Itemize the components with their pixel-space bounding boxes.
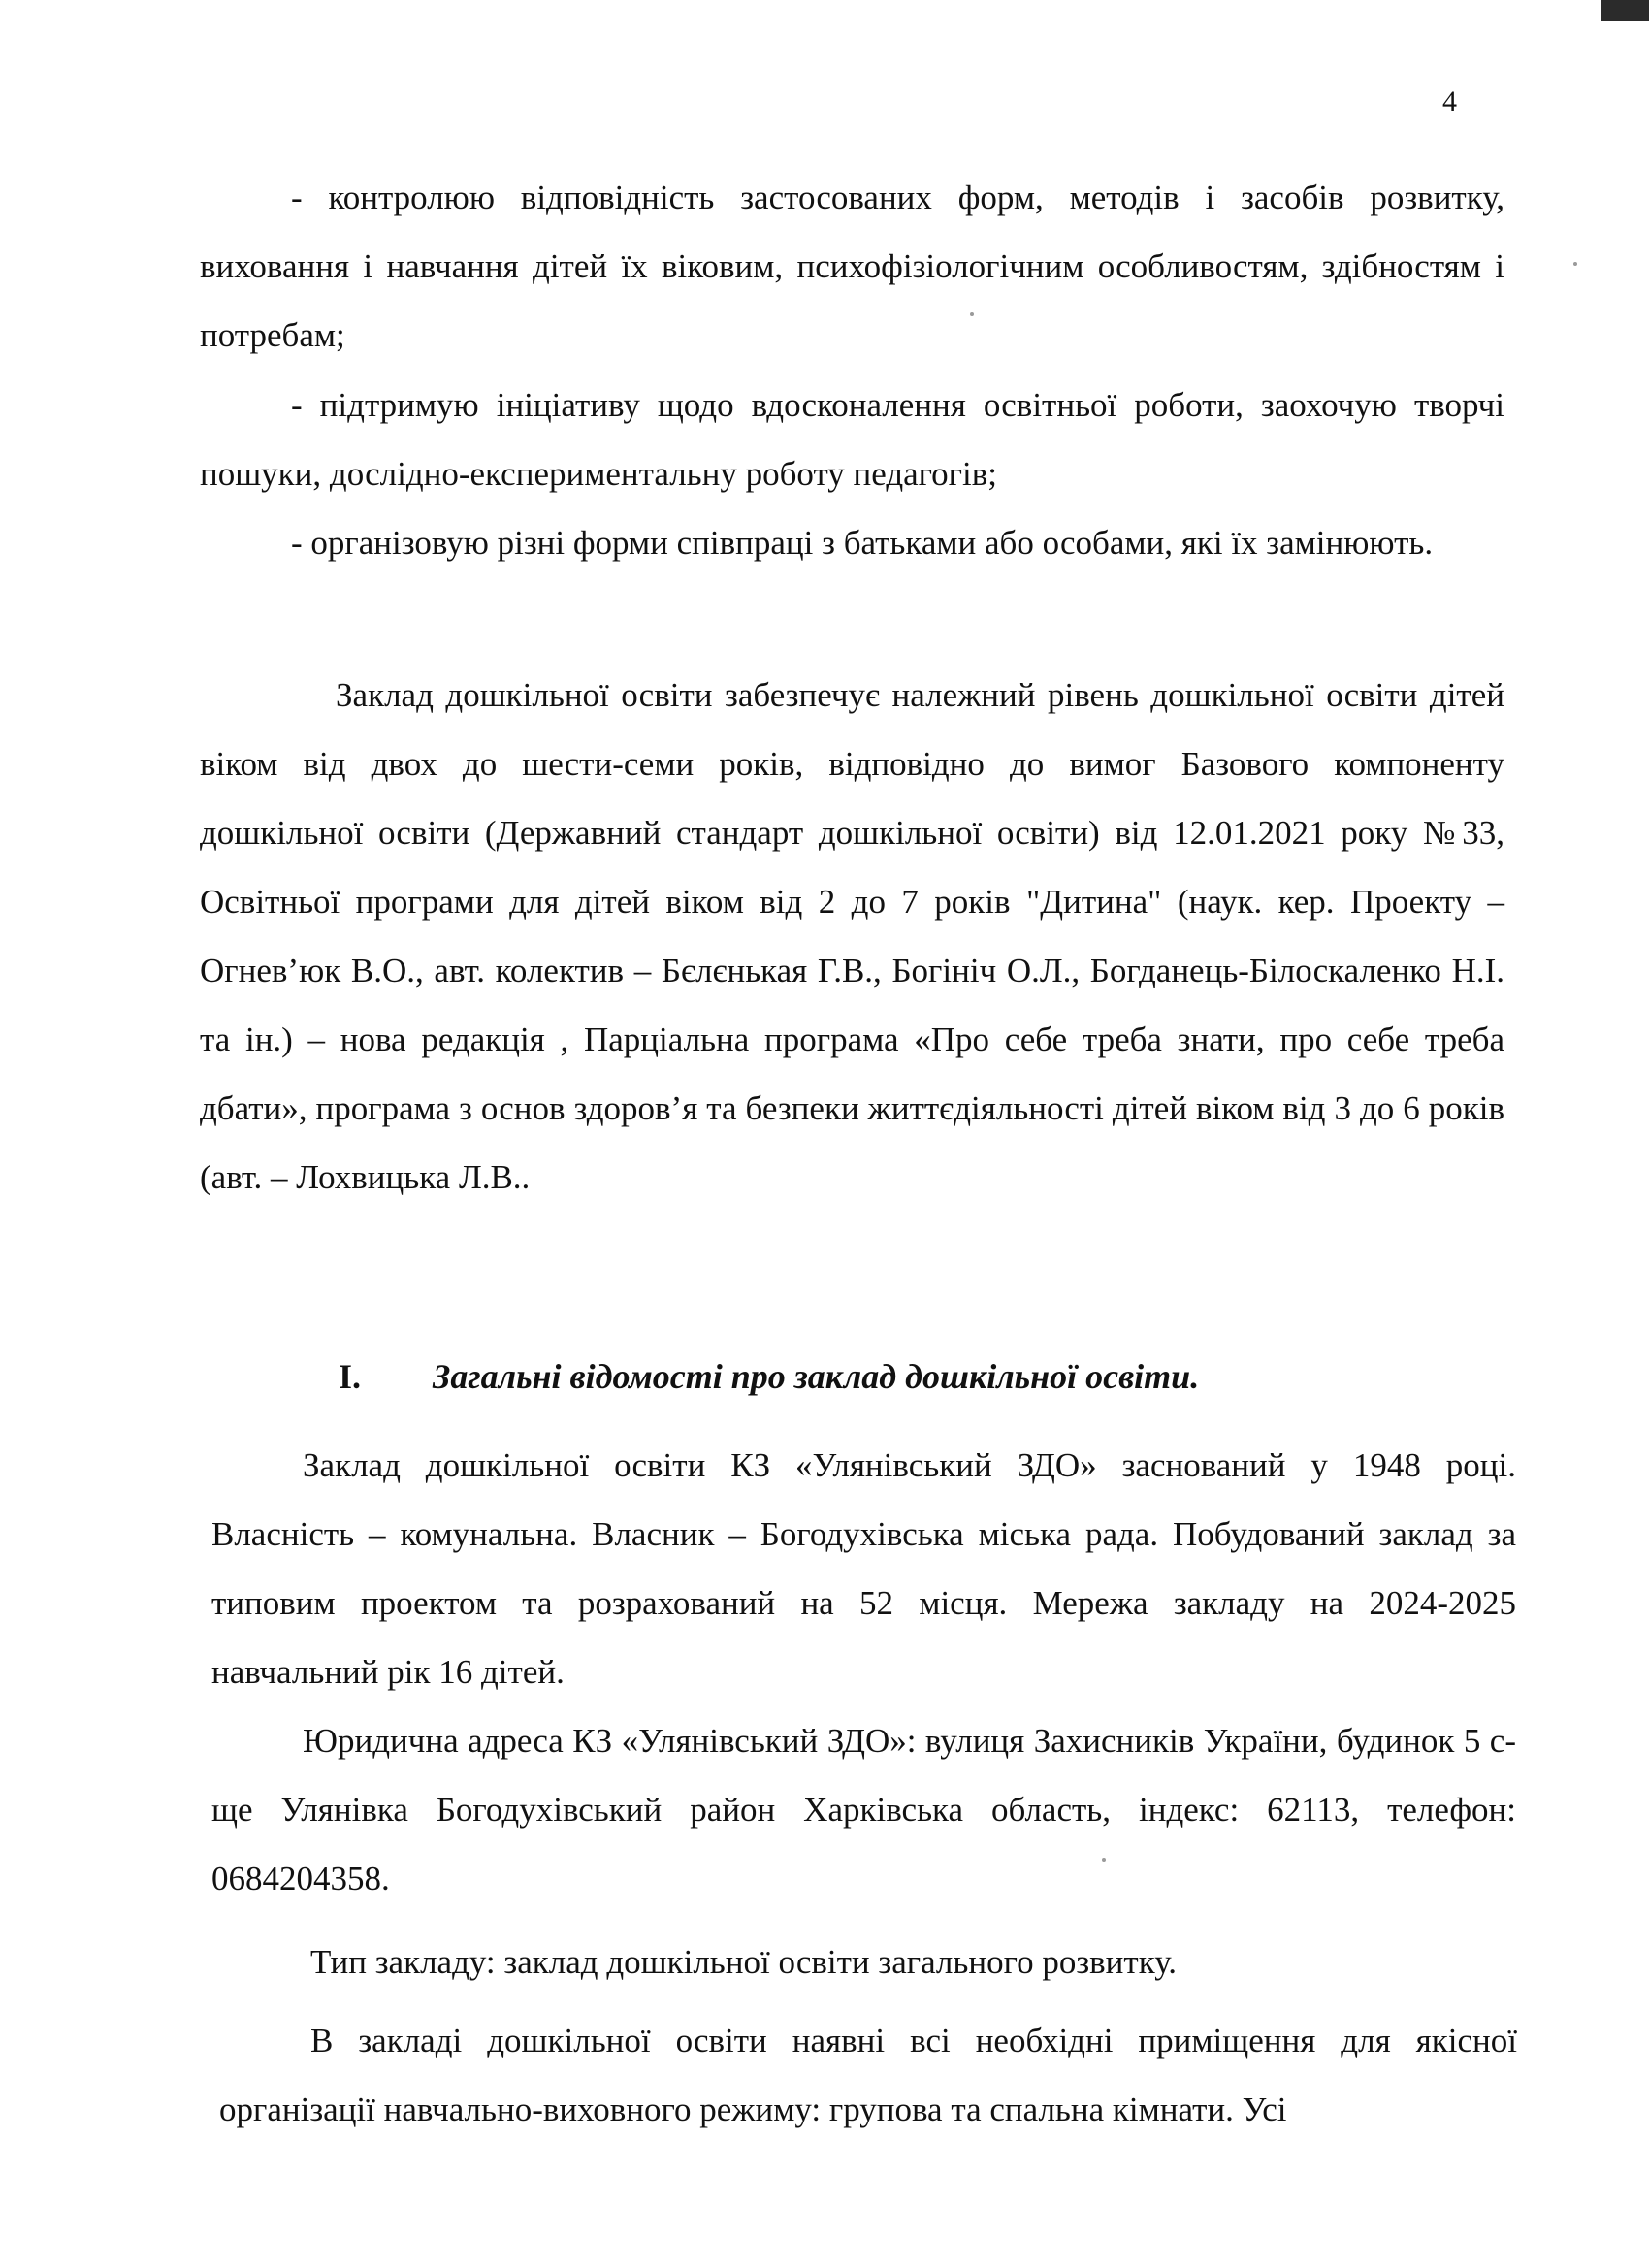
section-heading — [339, 1356, 1199, 1397]
scan-speck — [970, 312, 974, 316]
scan-speck — [1573, 262, 1577, 266]
section-paragraph-1: Заклад дошкільної освіти КЗ «Улянівський ЗДО» заснований у 1948 році. Власність – комунальна. Власник – Богодухівська міська рада. Побудований заклад за типовим проектом та розрахований на 52 місця. Мережа закладу на 2024-2025 навчальний рік 16 дітей. — [211, 1446, 1516, 1691]
section-paragraph-2: Юридична адреса КЗ «Улянівський ЗДО»: вулиця Захисників України, будинок 5 с-ще Улянівка Богодухівський район Харківська область, індекс: 62113, телефон: 0684204358. — [211, 1722, 1516, 1897]
section-title: Загальні відомості про заклад дошкільної освіти. — [433, 1357, 1200, 1396]
section-paragraph-3: Тип закладу: заклад дошкільної освіти загального розвитку. — [310, 1943, 1177, 1981]
bullet-paragraph-3: - організовую різні форми співпраці з батьками або особами, які їх замінюють. — [291, 524, 1434, 562]
intro-paragraph: Заклад дошкільної освіти забезпечує належний рівень дошкільної освіти дітей віком від двох до шести-семи років, відповідно до вимог Базового компоненту дошкільної освіти (Державний стандарт дошкільної освіти) від 12.01.2021 року №33, Освітньої програми для дітей віком від 2 до 7 років "Дитина" (наук. кер. Проекту – Огнев’юк В.О., авт. колектив – Бєлєнькая Г.В., Богініч О.Л., Богданець-Білоскаленко Н.І. та ін.) – нова редакція , Парціальна програма «Про себе треба знати, про себе треба дбати», програма з основ здоров’я та безпеки життєдіяльності дітей віком від 3 до 6 років (авт. – Лохвицька Л.В.. — [200, 676, 1504, 1196]
scan-corner-mark — [1600, 0, 1649, 21]
scan-speck — [1102, 1858, 1106, 1862]
section-number: I. — [339, 1357, 362, 1396]
bullet-paragraph-2: - підтримую ініціативу щодо вдосконалення освітньої роботи, заохочую творчі пошуки, дослідно-експериментальну роботу педагогів; — [200, 386, 1504, 493]
page-number: 4 — [1442, 85, 1457, 117]
section-paragraph-4: В закладі дошкільної освіти наявні всі необхідні приміщення для якісної організації навчально-виховного режиму: групова та спальна кімнати. Усі — [219, 2022, 1517, 2128]
bullet-paragraph-1: - контролюю відповідність застосованих форм, методів і засобів розвитку, виховання і навчання дітей їх віковим, психофізіологічним особливостям, здібностям і потребам; — [200, 178, 1504, 354]
